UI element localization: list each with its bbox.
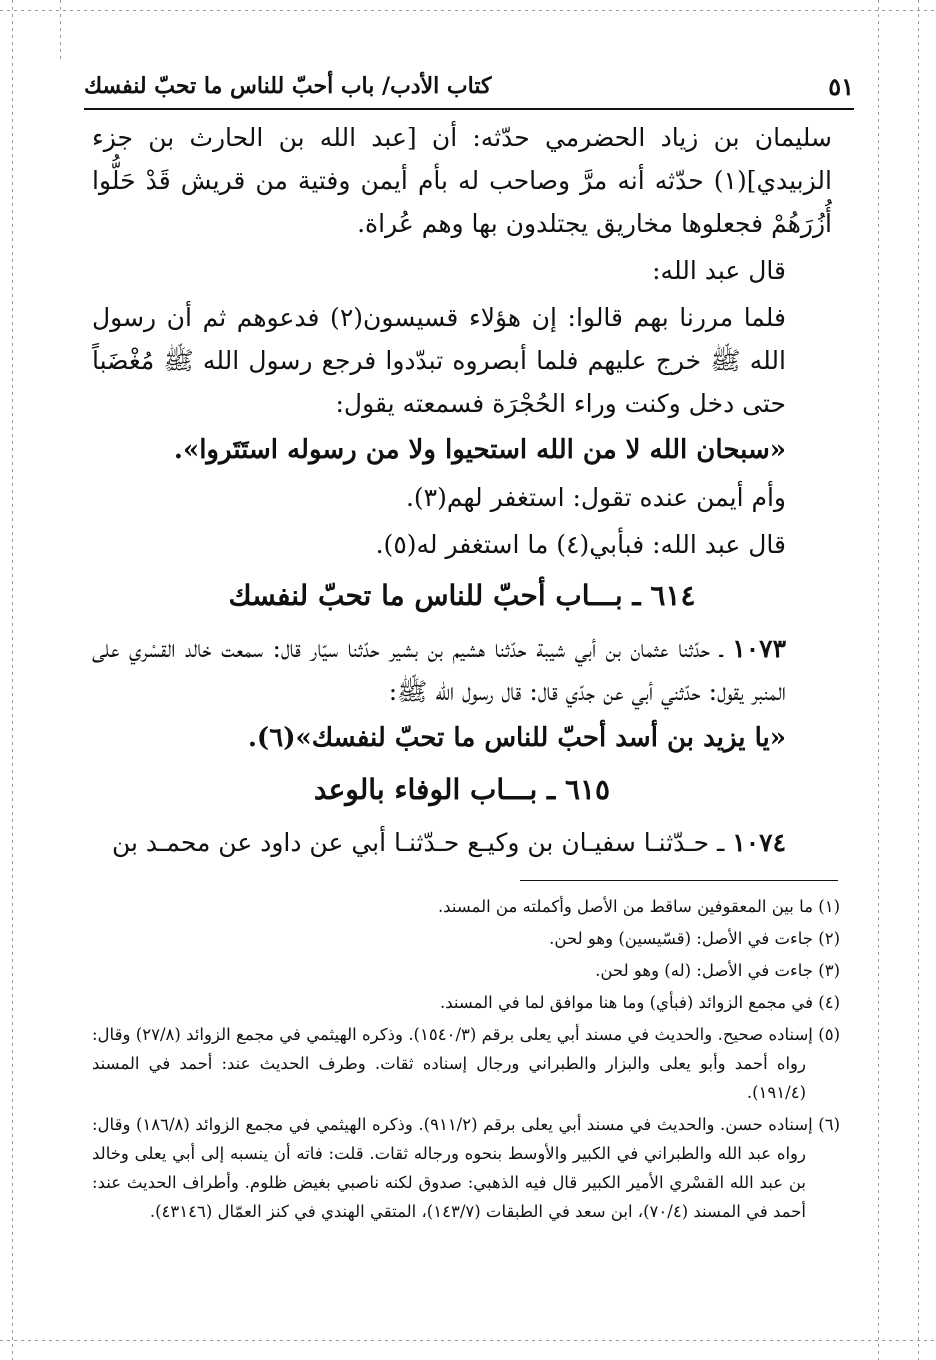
paragraph-fabi: قال عبد الله: فبأبي(٤) ما استغفر له(٥). (375, 530, 786, 559)
paragraph-umm-ayman: وأم أيمن عنده تقول: استغفر لهم(٣). (405, 483, 786, 512)
page-number: ٥١ (828, 71, 854, 101)
paragraph-isnad: سليمان بن زياد الحضرمي حدّثه: أن [عبد الله بن الحارث بن جزء الزبيدي](١) حدّثه أنه مرَّ وصاحب له بأم أيمن وفتية من قريش قَدْ حَلُّوا أُزُرَهُمْ فجعلوها مخاريق يجتلدون بها وهم عُراة. (92, 123, 832, 238)
chapter-heading-614: ٦١٤ ـ بـــاب أحبّ للناس ما تحبّ لنفسك (228, 579, 696, 612)
footnote-2: (٢) جاءت في الأصل: (قسّيسين) وهو لحن. (549, 929, 840, 948)
crop-mark-left (12, 0, 13, 1360)
footnotes (92, 892, 840, 1229)
footnote-4: (٤) في مجمع الزوائد (فبأي) وما هنا موافق لما في المسند. (440, 993, 840, 1012)
hadith-text: ـ حـدّثنـا سفيـان بن وكيـع حـدّثنـا أبي عن داود عن محمـد بن (111, 828, 725, 857)
crop-mark-bottom (0, 1340, 936, 1341)
footnote-5: (٥) إسناده صحيح. والحديث في مسند أبي يعلى برقم (١٥٤٠/٣). وذكره الهيثمي في مجمع الزوائد (٢٧/٨) وقال: رواه أحمد وأبو يعلى والبزار والطبراني ورجال إسناده ثقات. وطرف الحديث عند: أحمد في المسند (١٩١/٤). (92, 1025, 840, 1102)
main-text (92, 116, 832, 868)
running-head: كتاب الأدب/ باب أحبّ للناس ما تحبّ لنفسك (84, 73, 492, 99)
page-header (84, 66, 854, 106)
hadith-1073 (92, 627, 832, 713)
chapter-heading-615: ٦١٥ ـ بـــاب الوفاء بالوعد (313, 773, 611, 806)
paragraph-narration: فلما مررنا بهم قالوا: إن هؤلاء قسيسون(٢) فدعوهم ثم أن رسول الله ﷺ خرج عليهم فلما أبصروه تبدّدوا فرجع رسول الله ﷺ مُغْضَباً حتى دخل وكنت وراء الحُجْرَة فسمعته يقول: (92, 303, 786, 418)
hadith-text: ـ حدّثنا عثمان بن أبي شيبة حدّثنا هشيم بن بشير حدّثنا سيّار قال: سمعت خالد القسْري على المنبر يقول: حدّثني أبي عن جدّي قال: قال رسول الله ﷺ: (92, 634, 786, 706)
footnote-rule (520, 880, 838, 881)
footnote-1: (١) ما بين المعقوفين ساقط من الأصل وأكملته من المسند. (437, 897, 840, 916)
crop-mark-left-inner (60, 0, 61, 60)
footnote-6: (٦) إسناده حسن. والحديث في مسند أبي يعلى برقم (٩١١/٢). وذكره الهيثمي في مجمع الزوائد (١٨٦/٨) وقال: رواه عبد الله والطبراني في الكبير والأوسط بنحوه ورجاله ثقات. قلت: فاته أن ينسبه إلى أبي يعلى وخالد بن عبد الله القسْري الأمير الكبير قال فيه الذهبي: صدوق لكنه ناصبي بغيض ظلوم. وأطراف الحديث عند: أحمد في المسند (٧٠/٤)، ابن سعد في الطبقات (١٤٣/٧)، المتقي الهندي في كنز العمّال (٤٣١٤٦). (92, 1115, 840, 1221)
hadith-number: ١٠٧٤ (732, 828, 786, 857)
crop-mark-top (0, 10, 936, 11)
prophetic-quote-1: «سبحان الله لا من الله استحيوا ولا من رسوله استَتَروا». (173, 435, 786, 465)
hadith-1074 (92, 821, 832, 864)
footnote-3: (٣) جاءت في الأصل: (له) وهو لحن. (595, 961, 840, 980)
hadith-number: ١٠٧٣ (732, 634, 786, 663)
crop-mark-right (878, 0, 879, 1360)
header-rule (84, 108, 854, 110)
prophetic-quote-2: «يا يزيد بن أسد أحبّ للناس ما تحبّ لنفسك»(٦). (247, 723, 786, 753)
crop-mark-right-edge (918, 0, 919, 1360)
paragraph-qal-abdullah: قال عبد الله: (652, 256, 786, 285)
